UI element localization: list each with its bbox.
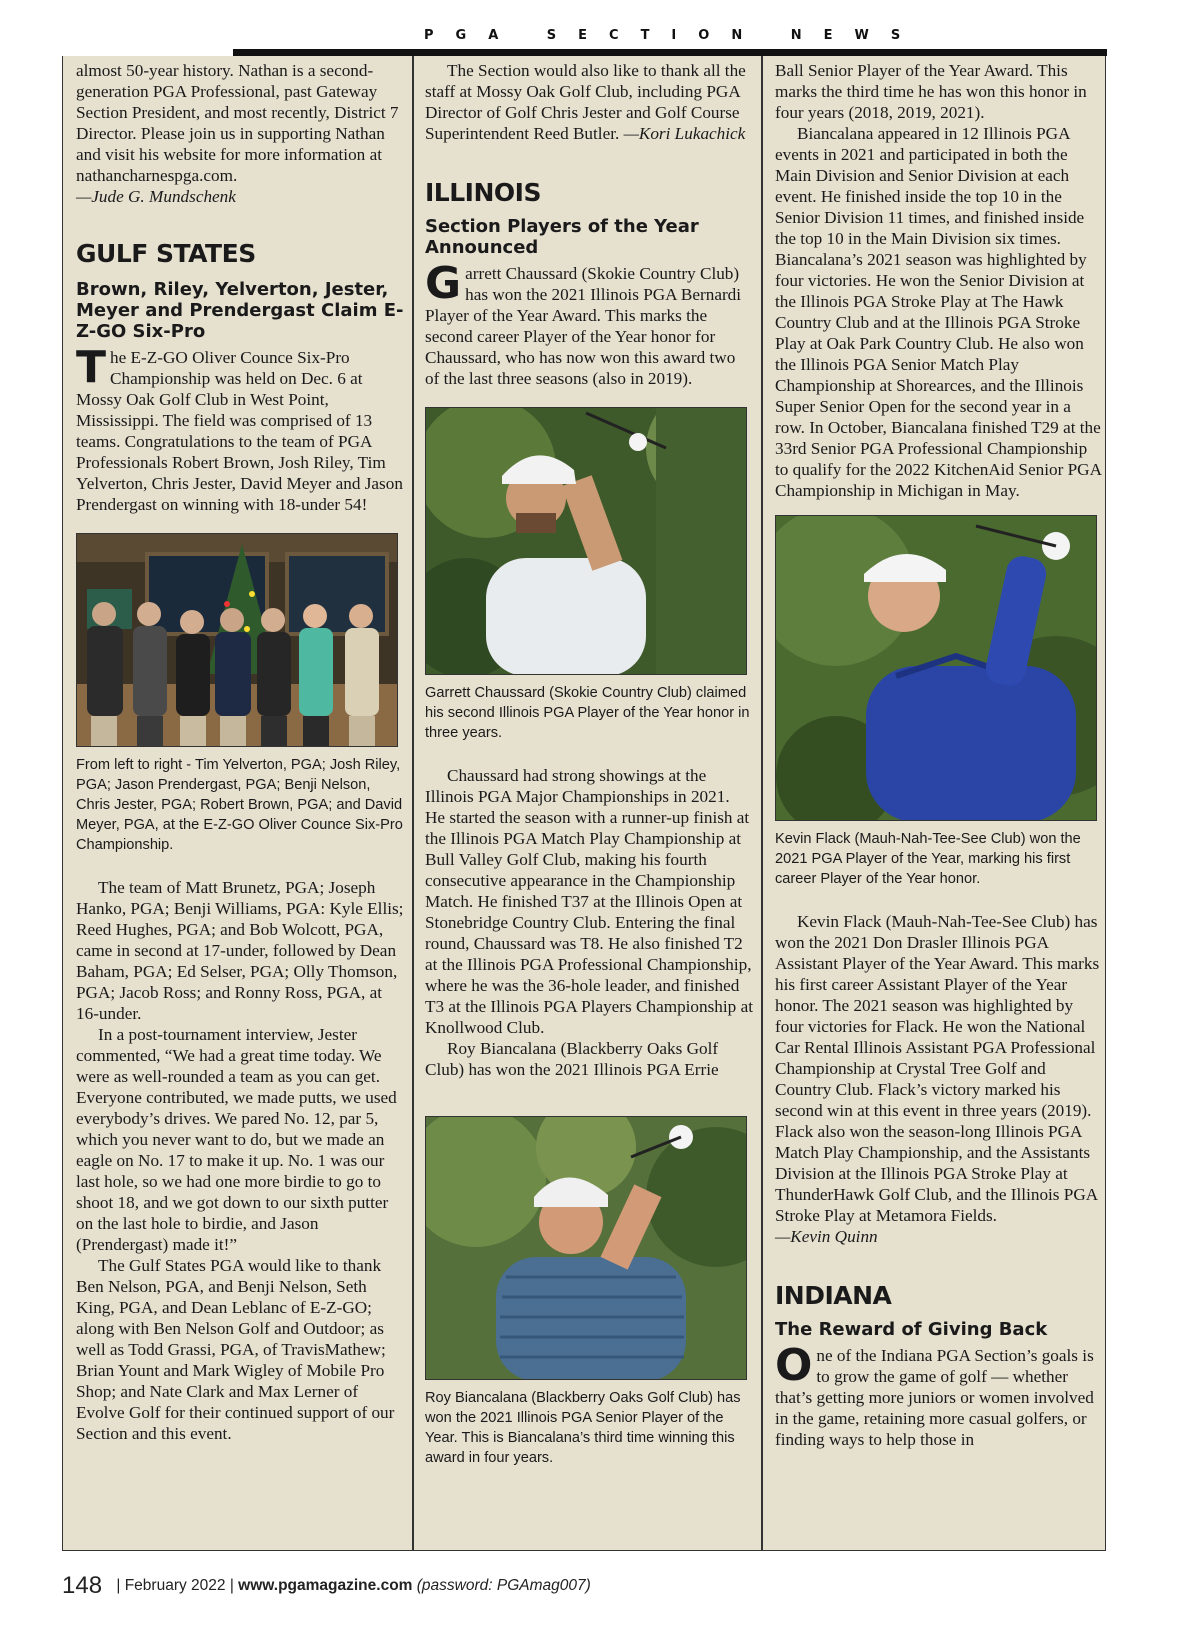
article-paragraph: Kevin Flack (Mauh-Nah-Tee-See Club) has won the 2021 Don Drasler Illinois PGA Assistant Player of the Year Award. This marks his first career Assistant Player of the Year honor. The 2021 season was highlighted by four victories for Flack. He won the National Car Rental Illinois Assistant PGA Professional Championship at Crystal Tree Golf and Country Club. Flack’s victory marked his second win at this event in three years (2019). Flack also won the season-long Illinois PGA Match Play Championship, and the Assistants Division at the Illinois PGA Stroke Play at ThunderHawk Golf Club, and the Illinois PGA Stroke Play at Metamora Fields. <box>775 912 1100 1225</box>
section-heading-illinois: ILLINOIS <box>425 178 541 207</box>
header-rule <box>233 49 1107 56</box>
flack-photo-image <box>776 516 1097 821</box>
drop-cap: T <box>76 342 107 393</box>
page-footer <box>62 1572 591 1600</box>
website-link[interactable]: www.pgamagazine.com <box>238 1577 413 1594</box>
column-1 <box>76 60 404 1444</box>
article-paragraph: One of the Indiana PGA Section’s goals is to grow the game of golf — whether that’s getting more juniors or women involved in the game, retaining more casual golfers, or finding ways to help those in <box>775 1340 1094 1449</box>
article-subhead: Brown, Riley, Yelverton, Jester, Meyer and Prendergast Claim E-Z-GO Six-Pro <box>76 279 404 342</box>
byline: —Jude G. Mundschenk <box>76 187 236 206</box>
article-paragraph: The team of Matt Brunetz, PGA; Joseph Hanko, PGA; Benji Williams, PGA: Kyle Ellis; Reed Hughes, PGA; and Bob Wolcott, PGA, came in second at 17-under, followed by Dean Baham, PGA; Ed Selser, PGA; Olly Thomson, PGA; Jacob Ross; and Ronny Ross, PGA, at 16-under. <box>76 878 404 1023</box>
section-heading-gulf-states: GULF STATES <box>76 239 256 268</box>
biancalana-photo <box>425 1116 747 1380</box>
column-3 <box>775 60 1103 1450</box>
team-photo-image <box>77 534 398 747</box>
article-paragraph: In a post-tournament interview, Jester commented, “We had a great time today. We were as well-rounded a team as you can get. Everyone contributed, we made putts, we used everybody’s drives. We pared No. 12, par 5, which you never want to do, but we made an eagle on No. 17 to make it up. No. 1 was our last hole, so we had one more birdie to go to shoot 18, and we got down to our sixth putter on the last hole to birdie, and Jason (Prendergast) made it!” <box>76 1025 397 1254</box>
article-paragraph: The Gulf States PGA would like to thank Ben Nelson, PGA, and Benji Nelson, Seth King, PGA, and Dean Leblanc of E-Z-GO; along with Ben Nelson Golf and Outdoor; as well as Todd Grassi, PGA, of TravisMathew; Brian Yount and Mark Wigley of Mobile Pro Shop; and Nate Clark and Max Lerner of Evolve Golf for their continued support of our Section and this event. <box>76 1256 395 1443</box>
column-2 <box>425 60 753 1468</box>
footer-separator: | <box>116 1577 121 1594</box>
team-photo <box>76 533 398 747</box>
section-heading-indiana: INDIANA <box>775 1281 892 1310</box>
photo-caption: Kevin Flack (Mauh-Nah-Tee-See Club) won the 2021 PGA Player of the Year, marking his first career Player of the Year honor. <box>775 831 1081 887</box>
article-paragraph: The E-Z-GO Oliver Counce Six-Pro Championship was held on Dec. 6 at Mossy Oak Golf Club in West Point, Mississippi. The field was comprised of 13 teams. Congratulations to the team of PGA Professionals Robert Brown, Josh Riley, Tim Yelverton, Chris Jester, David Meyer and Jason Prendergast on winning with 18-under 54! <box>76 342 403 514</box>
section-header-label: PGA SECTION NEWS <box>424 28 923 43</box>
page-number: 148 <box>62 1572 103 1599</box>
article-subhead: The Reward of Giving Back <box>775 1319 1048 1340</box>
article-paragraph: The Section would also like to thank all the staff at Mossy Oak Golf Club, including PGA Director of Golf Chris Jester and Golf Course Superintendent Reed Butler. —Kori Lukachick <box>425 61 746 143</box>
photo-caption: Roy Biancalana (Blackberry Oaks Golf Club) has won the 2021 Illinois PGA Senior Player of the Year. This is Biancalana’s third time winning this award in four years. <box>425 1390 741 1466</box>
photo-caption: From left to right - Tim Yelverton, PGA; Josh Riley, PGA; Jason Prendergast, PGA; Benji Nelson, Chris Jester, PGA; Robert Brown, PGA; and David Meyer, PGA, at the E-Z-GO Oliver Counce Six-Pro Championship. <box>76 757 403 853</box>
byline: —Kevin Quinn <box>775 1227 878 1246</box>
article-paragraph: Roy Biancalana (Blackberry Oaks Golf Club) has won the 2021 Illinois PGA Errie <box>425 1039 719 1079</box>
column-divider <box>761 56 763 1551</box>
flack-photo <box>775 515 1097 821</box>
article-paragraph: Ball Senior Player of the Year Award. This marks the third time he has won this honor in four years (2018, 2019, 2021). <box>775 61 1087 122</box>
password-note: (password: PGAmag007) <box>416 1577 591 1594</box>
article-subhead: Section Players of the Year Announced <box>425 216 699 258</box>
chaussard-photo-image <box>426 408 747 675</box>
article-paragraph: Garrett Chaussard (Skokie Country Club) has won the 2021 Illinois PGA Bernardi Player of the Year Award. This marks the second career Player of the Year honor for Chaussard, who has now won this award two of the last three seasons (also in 2019). <box>425 258 742 388</box>
issue-date: February 2022 <box>124 1577 226 1594</box>
column-divider <box>412 56 414 1551</box>
chaussard-photo <box>425 407 747 675</box>
drop-cap: O <box>775 1340 813 1391</box>
footer-separator: | <box>229 1577 234 1594</box>
article-paragraph: Chaussard had strong showings at the Illinois PGA Major Championships in 2021. He started the season with a runner-up finish at the Illinois PGA Match Play Championship at Bull Valley Golf Club, making his fourth consecutive appearance in the Championship Match. He finished T37 at the Illinois Open at Stonebridge Country Club. Entering the final round, Chaussard was T8. He also finished T2 at the Illinois PGA Professional Championship, where he was the 36-hole leader, and finished T3 at the Illinois PGA Players Championship at Knollwood Club. <box>425 766 753 1037</box>
article-paragraph: Biancalana appeared in 12 Illinois PGA events in 2021 and participated in both the Main Division and Senior Division at each event. He finished inside the top 10 in the Senior Division 11 times, and finished inside the top 10 in the Main Division six times. Biancalana’s 2021 season was highlighted by four victories. He won the Senior Division at the Illinois PGA Stroke Play at The Hawk Country Club and at the Illinois PGA Stroke Play at Oak Park Country Club. He also won the Illinois PGA Senior Match Play Championship at Shorearces, and the Illinois Super Senior Open for the second year in a row. In October, Biancalana finished T29 at the 33rd Senior PGA Professional Championship to qualify for the 2022 KitchenAid Senior PGA Championship in Michigan in May. <box>775 124 1102 500</box>
photo-caption: Garrett Chaussard (Skokie Country Club) claimed his second Illinois PGA Player of the Year honor in three years. <box>425 685 750 741</box>
article-paragraph: almost 50-year history. Nathan is a second-generation PGA Professional, past Gateway Section President, and most recently, District 7 Director. Please join us in supporting Nathan and visit his website for more information at nathancharnespga.com. <box>76 61 399 185</box>
biancalana-photo-image <box>426 1117 747 1380</box>
byline: —Kori Lukachick <box>623 124 746 143</box>
drop-cap: G <box>425 258 462 309</box>
